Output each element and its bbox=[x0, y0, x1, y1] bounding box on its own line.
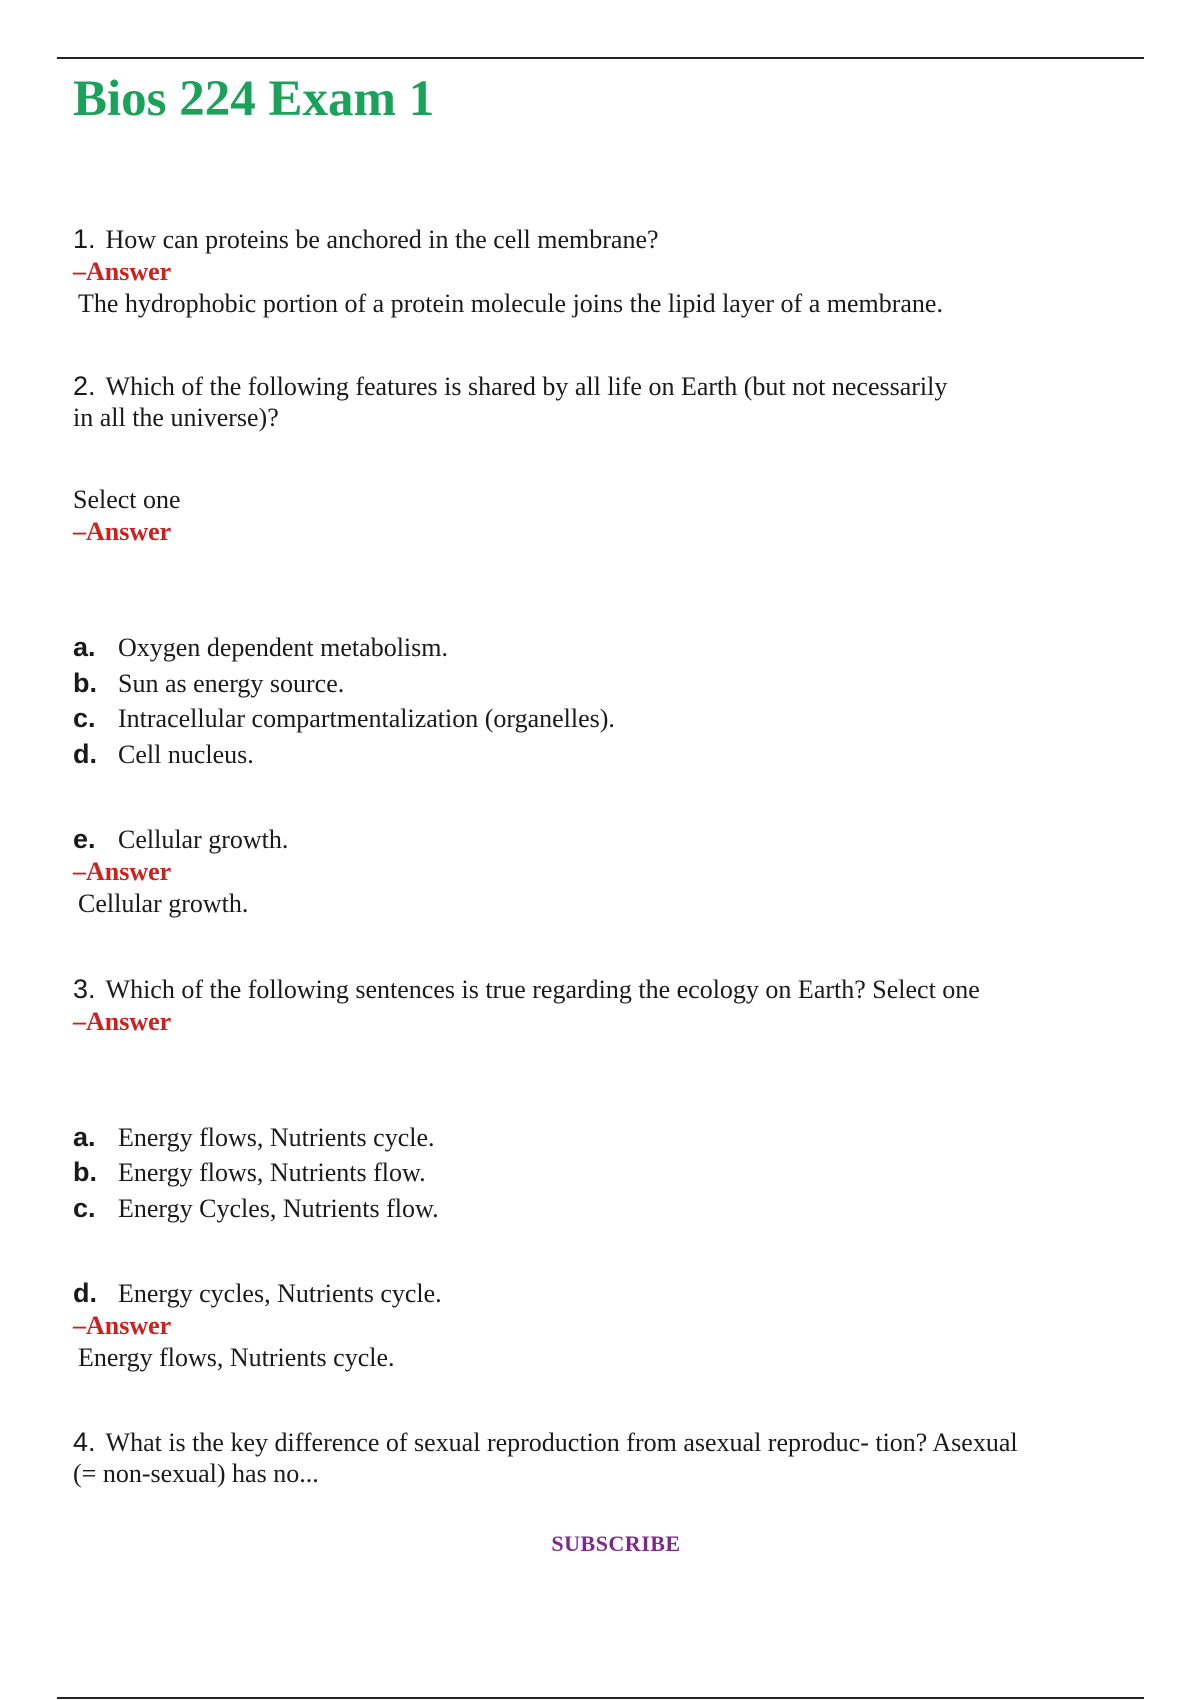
option-item bbox=[73, 667, 344, 700]
question-number: 4. bbox=[73, 1427, 96, 1457]
option-text: Sun as energy source. bbox=[118, 669, 345, 698]
question-text: How can proteins be anchored in the cell membrane? bbox=[105, 225, 659, 254]
option-text: Cell nucleus. bbox=[118, 740, 254, 769]
answer-label: –Answer bbox=[73, 857, 172, 886]
option-item bbox=[73, 1277, 442, 1310]
answer-label: –Answer bbox=[73, 1007, 172, 1036]
option-item bbox=[73, 1121, 435, 1154]
question-4 bbox=[73, 1426, 1018, 1459]
answer-text: Energy flows, Nutrients cycle. bbox=[78, 1343, 395, 1372]
question-number: 2. bbox=[73, 371, 96, 401]
question-number: 1. bbox=[73, 224, 96, 254]
select-one-text: Select one bbox=[73, 485, 181, 514]
option-text: Cellular growth. bbox=[118, 825, 289, 854]
answer-label: –Answer bbox=[73, 1311, 172, 1340]
question-number: 3. bbox=[73, 974, 96, 1004]
option-item bbox=[73, 1192, 439, 1225]
page-title: Bios 224 Exam 1 bbox=[73, 71, 435, 127]
question-text: What is the key difference of sexual reproduction from asexual reproduc- tion? Asexual bbox=[105, 1428, 1018, 1457]
answer-label: –Answer bbox=[73, 257, 172, 286]
option-letter: d. bbox=[73, 739, 97, 769]
option-letter: c. bbox=[73, 1193, 96, 1223]
option-letter: b. bbox=[73, 668, 97, 698]
option-letter: a. bbox=[73, 632, 96, 662]
option-item bbox=[73, 1156, 426, 1189]
option-letter: b. bbox=[73, 1157, 97, 1187]
option-text: Energy cycles, Nutrients cycle. bbox=[118, 1279, 442, 1308]
option-text: Energy flows, Nutrients cycle. bbox=[118, 1123, 435, 1152]
question-1 bbox=[73, 223, 659, 256]
option-letter: d. bbox=[73, 1278, 97, 1308]
option-text: Intracellular compartmentalization (organelles). bbox=[118, 704, 615, 733]
option-item bbox=[73, 823, 288, 856]
option-item bbox=[73, 631, 448, 664]
option-letter: a. bbox=[73, 1122, 96, 1152]
question-text: Which of the following sentences is true regarding the ecology on Earth? Select one bbox=[105, 975, 980, 1004]
question-text-continued: (= non-sexual) has no... bbox=[73, 1459, 319, 1488]
option-item bbox=[73, 738, 254, 771]
question-text: Which of the following features is shared by all life on Earth (but not necessarily bbox=[105, 372, 948, 401]
option-item bbox=[73, 702, 615, 735]
answer-label: –Answer bbox=[73, 517, 172, 546]
answer-text: Cellular growth. bbox=[78, 889, 249, 918]
option-text: Oxygen dependent metabolism. bbox=[118, 633, 448, 662]
option-text: Energy flows, Nutrients flow. bbox=[118, 1158, 426, 1187]
question-3 bbox=[73, 973, 980, 1006]
subscribe-link[interactable]: SUBSCRIBE bbox=[551, 1531, 681, 1556]
question-2 bbox=[73, 370, 947, 403]
option-letter: c. bbox=[73, 703, 96, 733]
option-letter: e. bbox=[73, 824, 96, 854]
option-text: Energy Cycles, Nutrients flow. bbox=[118, 1194, 439, 1223]
question-text-continued: in all the universe)? bbox=[73, 403, 279, 432]
answer-text: The hydrophobic portion of a protein molecule joins the lipid layer of a membrane. bbox=[78, 289, 943, 318]
bottom-rule bbox=[57, 1697, 1144, 1699]
top-rule bbox=[57, 57, 1144, 59]
